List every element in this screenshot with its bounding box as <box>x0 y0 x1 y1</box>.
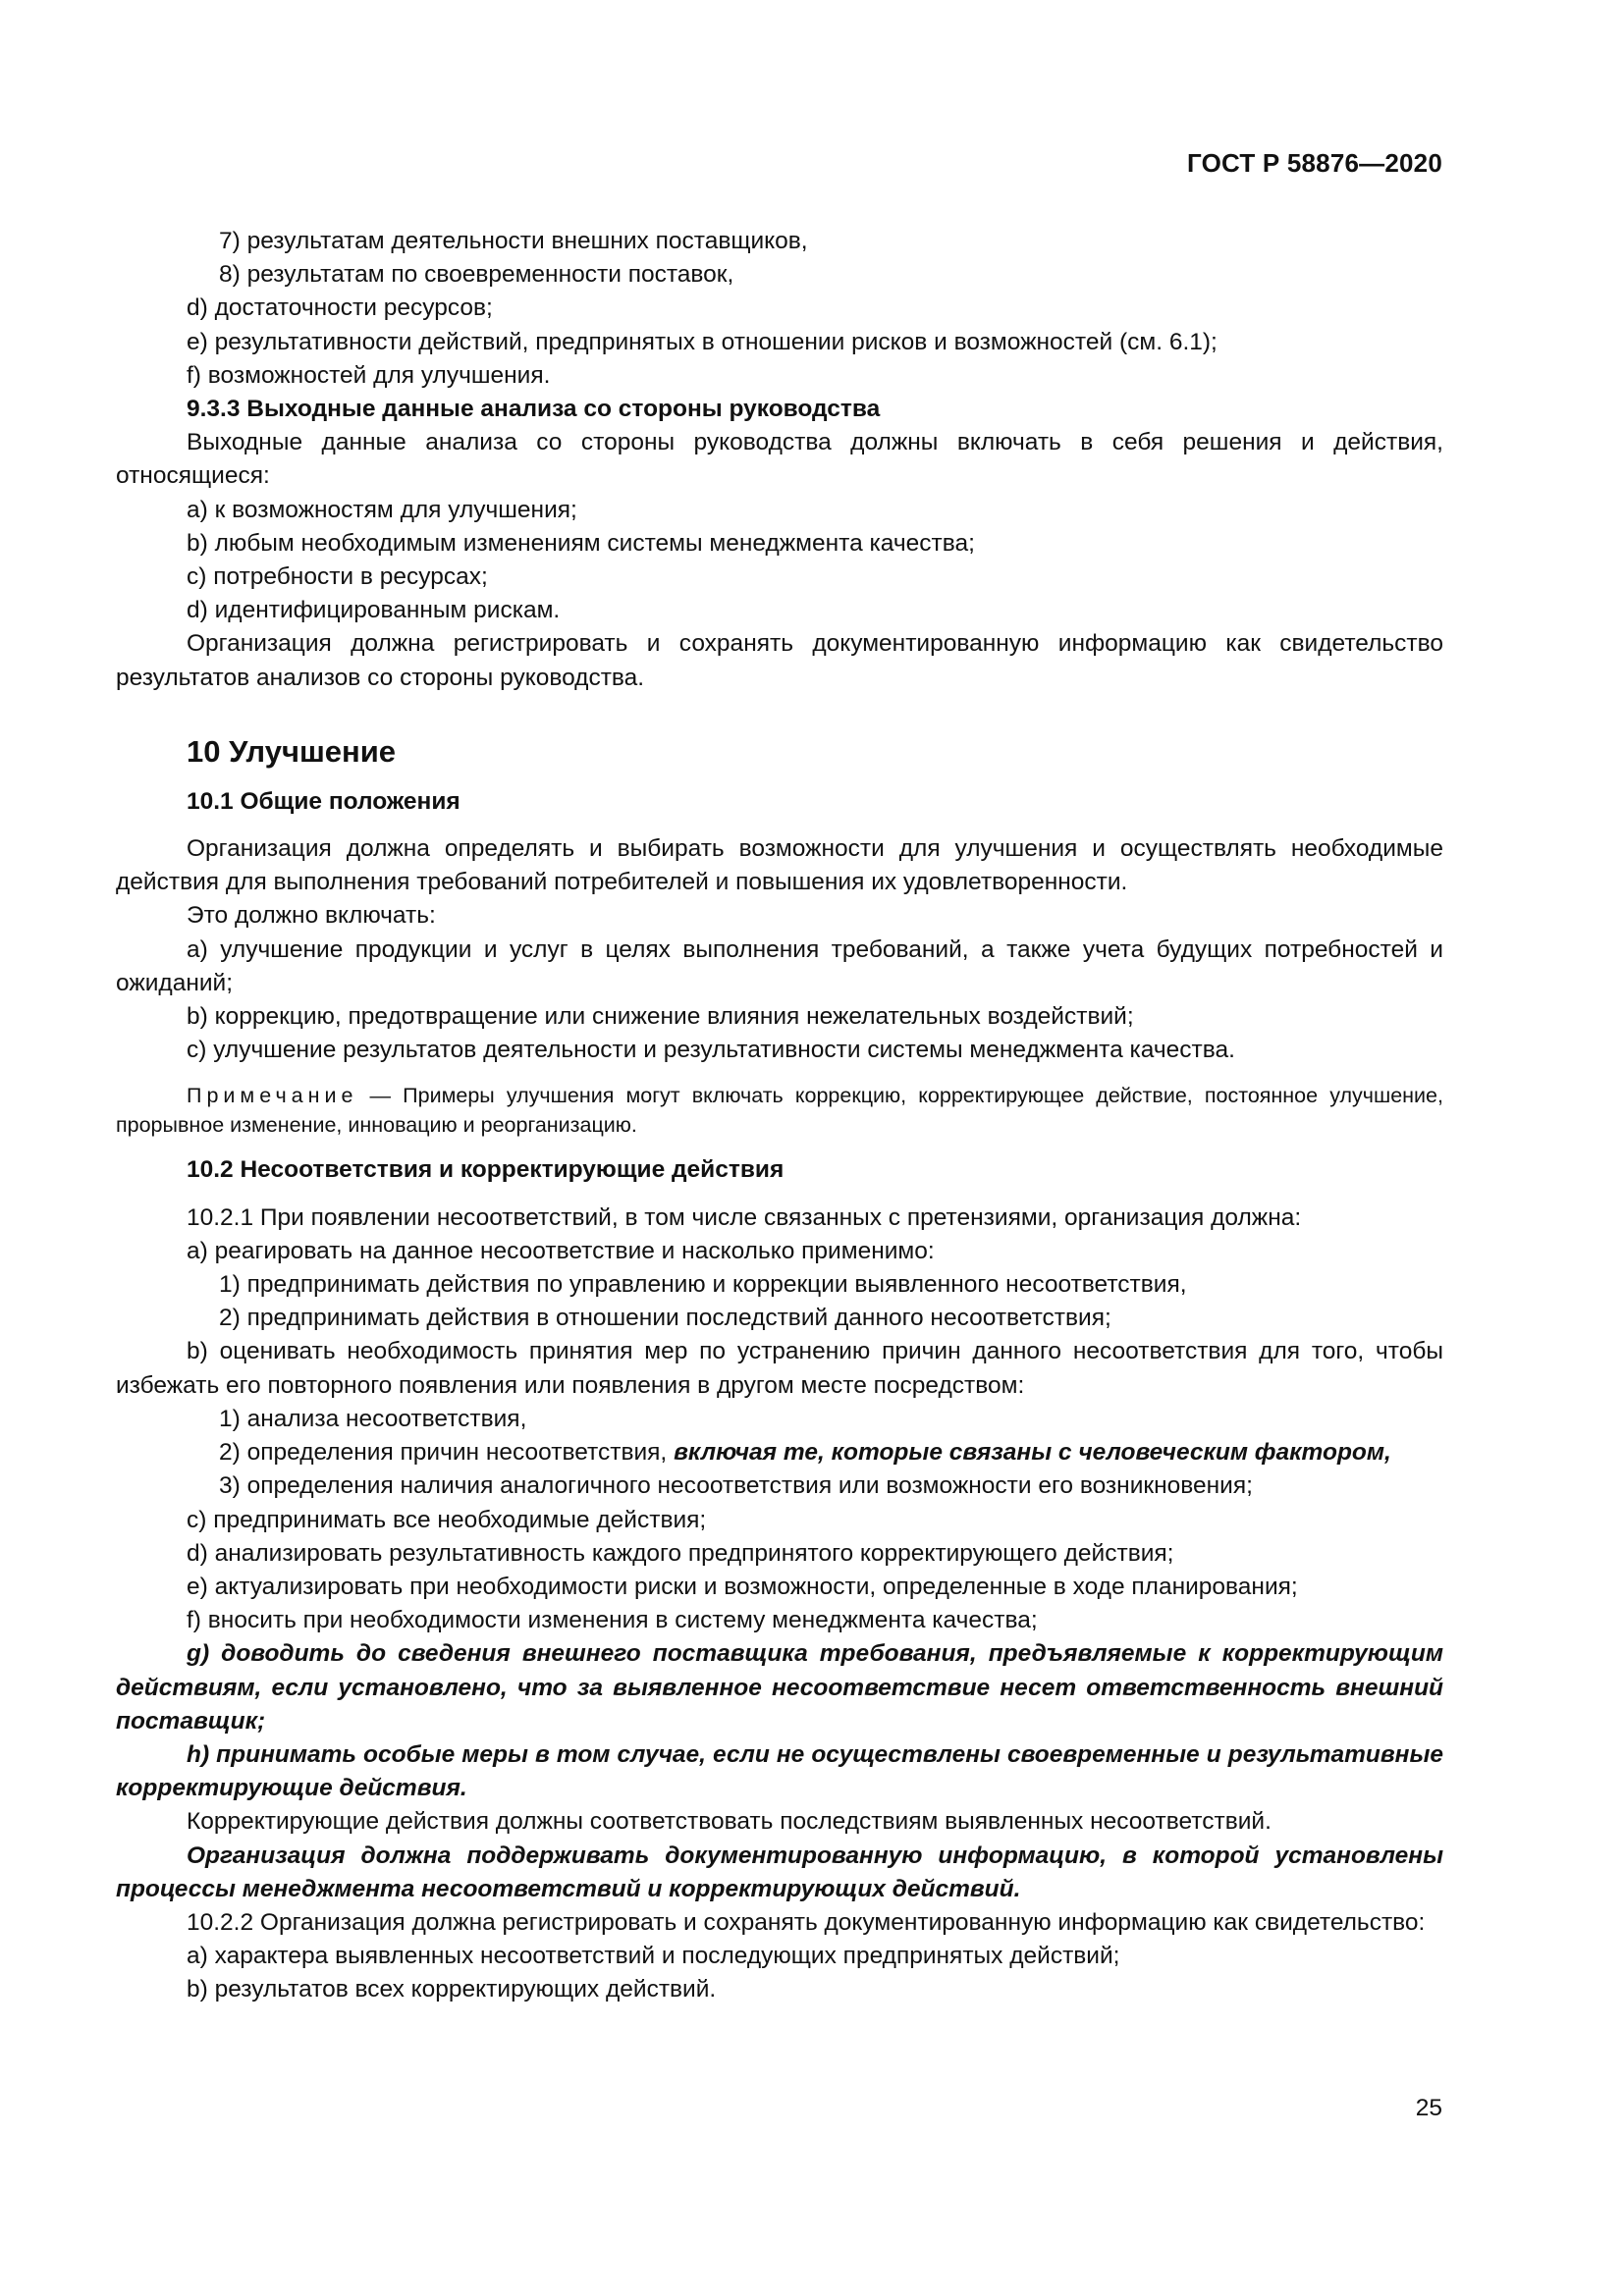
list-item: a) реагировать на данное несоответствие и насколько применимо: <box>187 1237 935 1264</box>
list-item: a) к возможностям для улучшения; <box>187 496 577 523</box>
list-item: d) анализировать результативность каждого предпринятого корректирующего действия; <box>187 1539 1174 1567</box>
paragraph: Организация должна регистрировать и сохранять документированную информацию как свидетельство результатов анализов со стороны руководства. <box>116 630 1443 691</box>
list-item: f) возможностей для улучшения. <box>187 361 551 389</box>
list-item: 1) анализа несоответствия, <box>219 1405 527 1432</box>
paragraph: Организация должна определять и выбирать возможности для улучшения и осуществлять необходимые действия для выполнения требований потребителей и повышения их удовлетворенности. <box>116 835 1443 896</box>
note-text: — Примеры улучшения могут включать коррекцию, корректирующее действие, постоянное улучшение, прорывное изменение, инновацию и реорганизацию. <box>116 1084 1443 1138</box>
list-item: 7) результатам деятельности внешних поставщиков, <box>219 228 808 254</box>
section-heading-10-2: 10.2 Несоответствия и корректирующие действия <box>187 1156 785 1184</box>
list-item: 1) предпринимать действия по управлению и коррекции выявленного несоответствия, <box>219 1271 1187 1299</box>
document-header: ГОСТ Р 58876—2020 <box>1187 148 1442 178</box>
list-item: e) актуализировать при необходимости риски и возможности, определенные в ходе планирования; <box>187 1573 1298 1600</box>
list-item: d) идентифицированным рискам. <box>187 597 561 624</box>
list-item: 2) предпринимать действия в отношении последствий данного несоответствия; <box>219 1305 1111 1332</box>
list-item: d) достаточности ресурсов; <box>187 294 493 322</box>
paragraph: Это должно включать: <box>187 902 436 930</box>
section-heading-10: 10 Улучшение <box>187 733 397 769</box>
list-item: a) характера выявленных несоответствий и последующих предпринятых действий; <box>187 1943 1120 1970</box>
list-item: c) улучшение результатов деятельности и результативности системы менеджмента качества. <box>187 1037 1235 1064</box>
list-item <box>116 1436 1443 1469</box>
list-item: b) любым необходимым изменениям системы менеджмента качества; <box>187 529 975 557</box>
list-item: b) коррекцию, предотвращение или снижение влияния нежелательных воздействий; <box>187 1003 1134 1031</box>
list-item: 8) результатам по своевременности поставок, <box>219 261 734 289</box>
paragraph: Организация должна поддерживать документированную информацию, в которой установлены процессы менеджмента несоответствий и корректирующих действий. <box>116 1842 1443 1902</box>
paragraph: 10.2.2 Организация должна регистрировать и сохранять документированную информацию как свидетельство: <box>187 1908 1426 1936</box>
paragraph: Выходные данные анализа со стороны руководства должны включать в себя решения и действия, относящиеся: <box>116 429 1443 490</box>
list-item: b) оценивать необходимость принятия мер по устранению причин данного несоответствия для того, чтобы избежать его повторного появления или появления в другом месте посредством: <box>116 1338 1443 1399</box>
list-item: c) потребности в ресурсах; <box>187 563 488 591</box>
document-body <box>116 225 1443 2007</box>
list-item-text: 2) определения причин несоответствия, <box>219 1439 675 1467</box>
list-item: g) доводить до сведения внешнего поставщика требования, предъявляемые к корректирующим действиям, если установлено, что за выявленное несоответствие несет ответственность внешний поставщик; <box>116 1640 1443 1735</box>
list-item: c) предпринимать все необходимые действия; <box>187 1506 707 1533</box>
section-heading-9-3-3: 9.3.3 Выходные данные анализа со стороны руководства <box>187 396 881 423</box>
list-item: h) принимать особые меры в том случае, если не осуществлены своевременные и результативные корректирующие действия. <box>116 1740 1443 1802</box>
list-item: 3) определения наличия аналогичного несоответствия или возможности его возникновения; <box>219 1472 1253 1500</box>
list-item-emphasis: включая те, которые связаны с человеческим фактором, <box>674 1439 1391 1467</box>
note <box>116 1081 1443 1140</box>
list-item: b) результатов всех корректирующих действий. <box>187 1976 717 2003</box>
list-item: e) результативности действий, предпринятых в отношении рисков и возможностей (см. 6.1); <box>187 328 1218 355</box>
section-heading-10-1: 10.1 Общие положения <box>187 787 460 815</box>
note-label: Примечание <box>187 1084 358 1108</box>
paragraph: Корректирующие действия должны соответствовать последствиям выявленных несоответствий. <box>187 1808 1272 1836</box>
paragraph: 10.2.1 При появлении несоответствий, в том числе связанных с претензиями, организация должна: <box>187 1203 1302 1231</box>
list-item: a) улучшение продукции и услуг в целях выполнения требований, а также учета будущих потребностей и ожиданий; <box>116 935 1443 996</box>
list-item: f) вносить при необходимости изменения в систему менеджмента качества; <box>187 1607 1038 1634</box>
page-number: 25 <box>1415 2095 1442 2121</box>
